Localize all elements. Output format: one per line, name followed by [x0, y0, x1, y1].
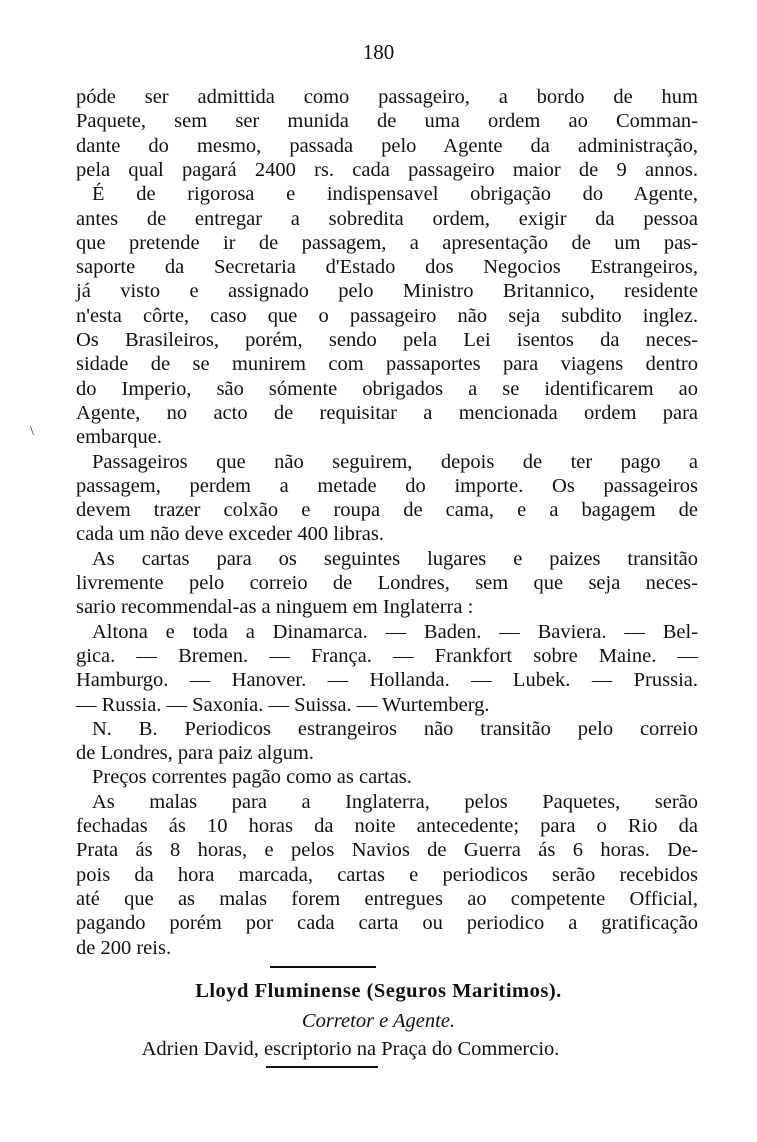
divider-top: [270, 966, 376, 968]
text-line: Paquete, sem ser munida de uma ordem ao Comman-: [76, 110, 698, 133]
text-line: Passageiros que não seguirem, depois de ter pago a: [92, 450, 698, 473]
text-line: devem trazer colxão e roupa de cama, e a bagagem de: [76, 499, 698, 522]
text-line: pagando porém por cada carta ou periodico a gratificação: [76, 912, 698, 935]
text-line: gica. — Bremen. — França. — Frankfort sobre Maine. —: [76, 644, 698, 667]
text-line: antes de entregar a sobredita ordem, exigir da pessoa: [76, 207, 698, 230]
text-line: Altona e toda a Dinamarca. — Baden. — Baviera. — Bel-: [92, 620, 698, 643]
text-line: As cartas para os seguintes lugares e paizes transitão: [92, 547, 698, 570]
page-number: 180: [362, 40, 395, 64]
text-line: passagem, perdem a metade do importe. Os passageiros: [76, 474, 698, 497]
text-line: cada um não deve exceder 400 libras.: [76, 523, 384, 546]
margin-mark: \: [30, 424, 34, 439]
text-line: livremente pelo correio de Londres, sem que seja neces-: [76, 572, 698, 594]
text-line: fechadas ás 10 horas da noite antecedente; para o Rio da: [76, 815, 698, 837]
section-heading: Lloyd Fluminense (Seguros Maritimos).: [195, 980, 562, 1002]
text-line: de 200 reis.: [76, 936, 172, 959]
text-line: Preços correntes pagão como as cartas.: [92, 766, 412, 789]
text-line: de Londres, para paiz algum.: [76, 742, 314, 765]
text-line: N. B. Periodicos estrangeiros não transitão pelo correio: [92, 717, 698, 740]
text-line: Hamburgo. — Hanover. — Hollanda. — Lubek. — Prussia.: [76, 669, 698, 692]
text-line: dante do mesmo, passada pelo Agente da administração,: [76, 134, 698, 157]
text-line: É de rigorosa e indispensavel obrigação do Agente,: [92, 183, 698, 206]
text-line: pois da hora marcada, cartas e periodicos serão recebidos: [76, 863, 698, 886]
text-line: sidade de se munirem com passaportes para viagens dentro: [76, 353, 698, 376]
text-line: do Imperio, são sómente obrigados a se identificarem ao: [76, 377, 698, 400]
text-line: Agente, no acto de requisitar a mencionada ordem para: [76, 401, 698, 424]
section-subheading: Corretor e Agente.: [301, 1010, 456, 1032]
text-line: póde ser admittida como passageiro, a bordo de hum: [76, 86, 698, 108]
text-line: já visto e assignado pelo Ministro Britannico, residente: [76, 280, 698, 303]
text-line: saporte da Secretaria d'Estado dos Negocios Estrangeiros,: [76, 256, 698, 279]
divider-bottom: [266, 1066, 378, 1068]
text-line: n'esta côrte, caso que o passageiro não seja subdito inglez.: [76, 304, 698, 327]
text-line: até que as malas forem entregues ao competente Official,: [76, 887, 698, 910]
text-line: Os Brasileiros, porém, sendo pela Lei isentos da neces-: [76, 329, 698, 351]
text-line: — Russia. — Saxonia. — Suissa. — Wurtemberg.: [76, 693, 490, 716]
text-line: As malas para a Inglaterra, pelos Paquetes, serão: [92, 790, 698, 813]
address-line: Adrien David, escriptorio na Praça do Commercio.: [141, 1038, 560, 1060]
text-line: pela qual pagará 2400 rs. cada passageiro maior de 9 annos.: [76, 158, 698, 181]
text-line: embarque.: [76, 426, 162, 449]
text-line: sario recommendal-as a ninguem em Inglaterra :: [76, 596, 474, 619]
text-line: Prata ás 8 horas, e pelos Navios de Guerra ás 6 horas. De-: [76, 839, 698, 862]
text-line: que pretende ir de passagem, a apresentação de um pas-: [76, 231, 698, 254]
